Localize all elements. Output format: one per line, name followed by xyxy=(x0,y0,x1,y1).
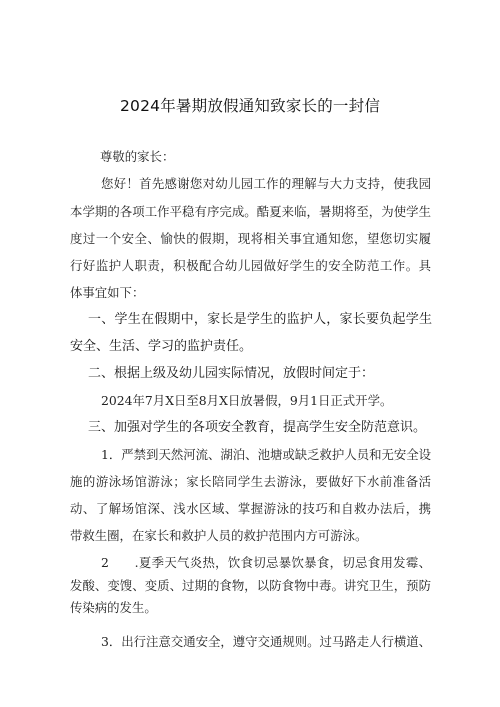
section-3-heading: 三、加强对学生的各项安全教育，提高学生安全防范意识。 xyxy=(88,420,427,435)
item-3-line: 3．出行注意交通安全，遵守交通规则。过马路走人行横道、 xyxy=(101,634,432,649)
section-1-line: 安全、生活、学习的监护责任。 xyxy=(70,339,253,354)
item-2-line: 传染病的发生。 xyxy=(70,600,157,615)
item-1-line: 带救生圈，在家长和救护人员的救护范围内方可游泳。 xyxy=(70,528,368,543)
intro-line: 度过一个安全、愉快的假期，现将相关事宜通知您，望您切实履 xyxy=(70,231,431,246)
vacation-dates: 2024年7月X日至8月X日放暑假，9月1日正式开学。 xyxy=(101,393,393,408)
letter-title: 2024年暑期放假通知致家长的一封信 xyxy=(119,97,381,115)
item-1-line: 1．严禁到天然河流、湖泊、池塘或缺乏救护人员和无安全设 xyxy=(101,447,432,462)
item-1-line: 动、了解场馆深、浅水区域、掌握游泳的技巧和自救办法后，携 xyxy=(70,501,431,516)
section-1-line: 一、学生在假期中，家长是学生的监护人，家长要负起学生 xyxy=(88,312,432,327)
section-2-heading: 二、根据上级及幼儿园实际情况，放假时间定于： xyxy=(88,366,375,381)
item-2-line: 发酸、变馊、变质、过期的食物，以防食物中毒。讲究卫生，预防 xyxy=(70,578,431,593)
item-2-line: 2 .夏季天气炎热，饮食切忌暴饮暴食，切忌食用发霉、 xyxy=(101,555,431,570)
intro-line: 您好！首先感谢您对幼儿园工作的理解与大力支持，使我园 xyxy=(101,176,431,191)
salutation: 尊敬的家长： xyxy=(100,149,175,164)
intro-line: 行好监护人职责，积极配合幼儿园做好学生的安全防范工作。具 xyxy=(70,258,431,273)
intro-line: 本学期的各项工作平稳有序完成。酷夏来临，暑期将至，为使学生 xyxy=(70,204,431,219)
intro-line: 体事宜如下： xyxy=(70,285,145,300)
item-1-line: 施的游泳场馆游泳；家长陪同学生去游泳，要做好下水前准备活 xyxy=(70,474,431,489)
